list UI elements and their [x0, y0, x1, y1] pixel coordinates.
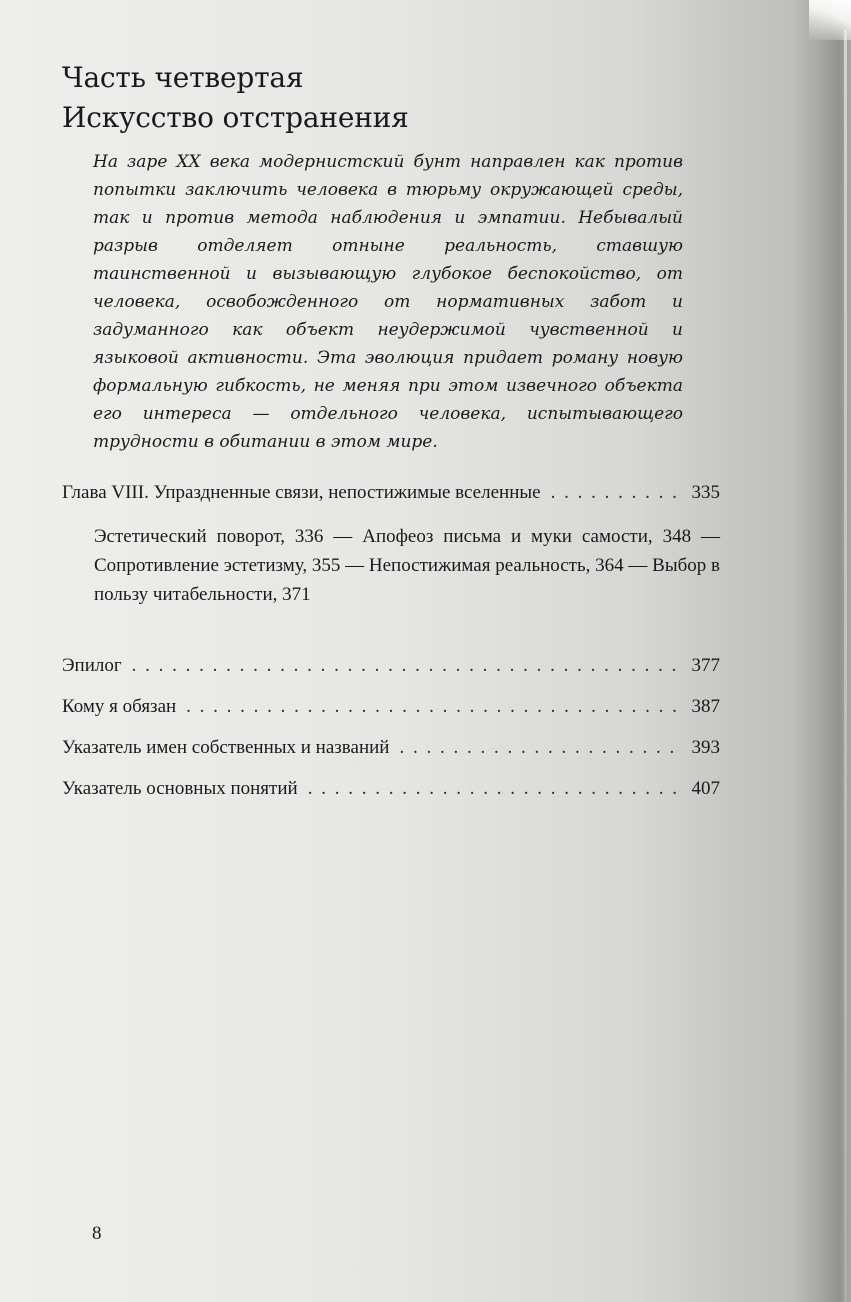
toc-entry-names-index[interactable] — [62, 727, 720, 768]
dot-leader — [308, 768, 678, 809]
dot-leader — [399, 727, 678, 768]
toc-entry-acknowledgements[interactable] — [62, 686, 720, 727]
toc-entry-page: 335 — [691, 482, 720, 503]
table-of-contents — [62, 478, 720, 809]
part-number: Часть четвертая — [62, 61, 304, 94]
page-edge-highlight — [844, 30, 847, 1302]
toc-back-matter — [62, 645, 720, 809]
toc-entry-title: Эпилог — [62, 655, 122, 676]
toc-entry-page: 387 — [691, 696, 720, 717]
dot-leader — [132, 645, 678, 686]
toc-entry-chapter-8[interactable] — [62, 478, 720, 508]
toc-entry-page: 407 — [691, 778, 720, 799]
page-number: 8 — [92, 1223, 102, 1244]
page-corner-curl — [809, 0, 851, 40]
page-edge-shadow — [791, 0, 851, 1302]
part-title — [62, 58, 409, 138]
part-introduction: На заре XX века модернистский бунт направлен как против попытки заключить человека в тюрьму окружающей среды, так и против метода наблюдения и эмпатии. Небывалый разрыв отделяет отныне реальность, ставшую таинственной и вызывающую глубокое беспокойство, от человека, освобожденного от нормативных забот и задуманного как объект неудержимой чувственной и языковой активности. Эта эволюция придает роману новую формальную гибкость, не меняя при этом извечного объекта его интереса — отдельного человека, испытывающего трудности в обитании в этом мире. — [93, 152, 683, 452]
toc-entry-title: Указатель основных понятий — [62, 778, 298, 799]
dot-leader — [186, 686, 678, 727]
toc-entry-epilogue[interactable] — [62, 645, 720, 686]
dot-leader — [551, 478, 678, 508]
toc-entry-title: Указатель имен собственных и названий — [62, 737, 390, 758]
part-name: Искусство отстранения — [62, 101, 409, 134]
toc-entry-title: Кому я обязан — [62, 696, 177, 717]
toc-entry-concepts-index[interactable] — [62, 768, 720, 809]
chapter-subtopics: Эстетический поворот, 336 — Апофеоз письма и муки самости, 348 — Сопротивление эстетизму, 355 — Непостижимая реальность, 364 — Выбор в пользу читабельности, 371 — [94, 526, 720, 605]
toc-entry-title: Глава VIII. Упраздненные связи, непостижимые вселенные — [62, 482, 541, 503]
toc-entry-page: 393 — [691, 737, 720, 758]
toc-entry-page: 377 — [691, 655, 720, 676]
